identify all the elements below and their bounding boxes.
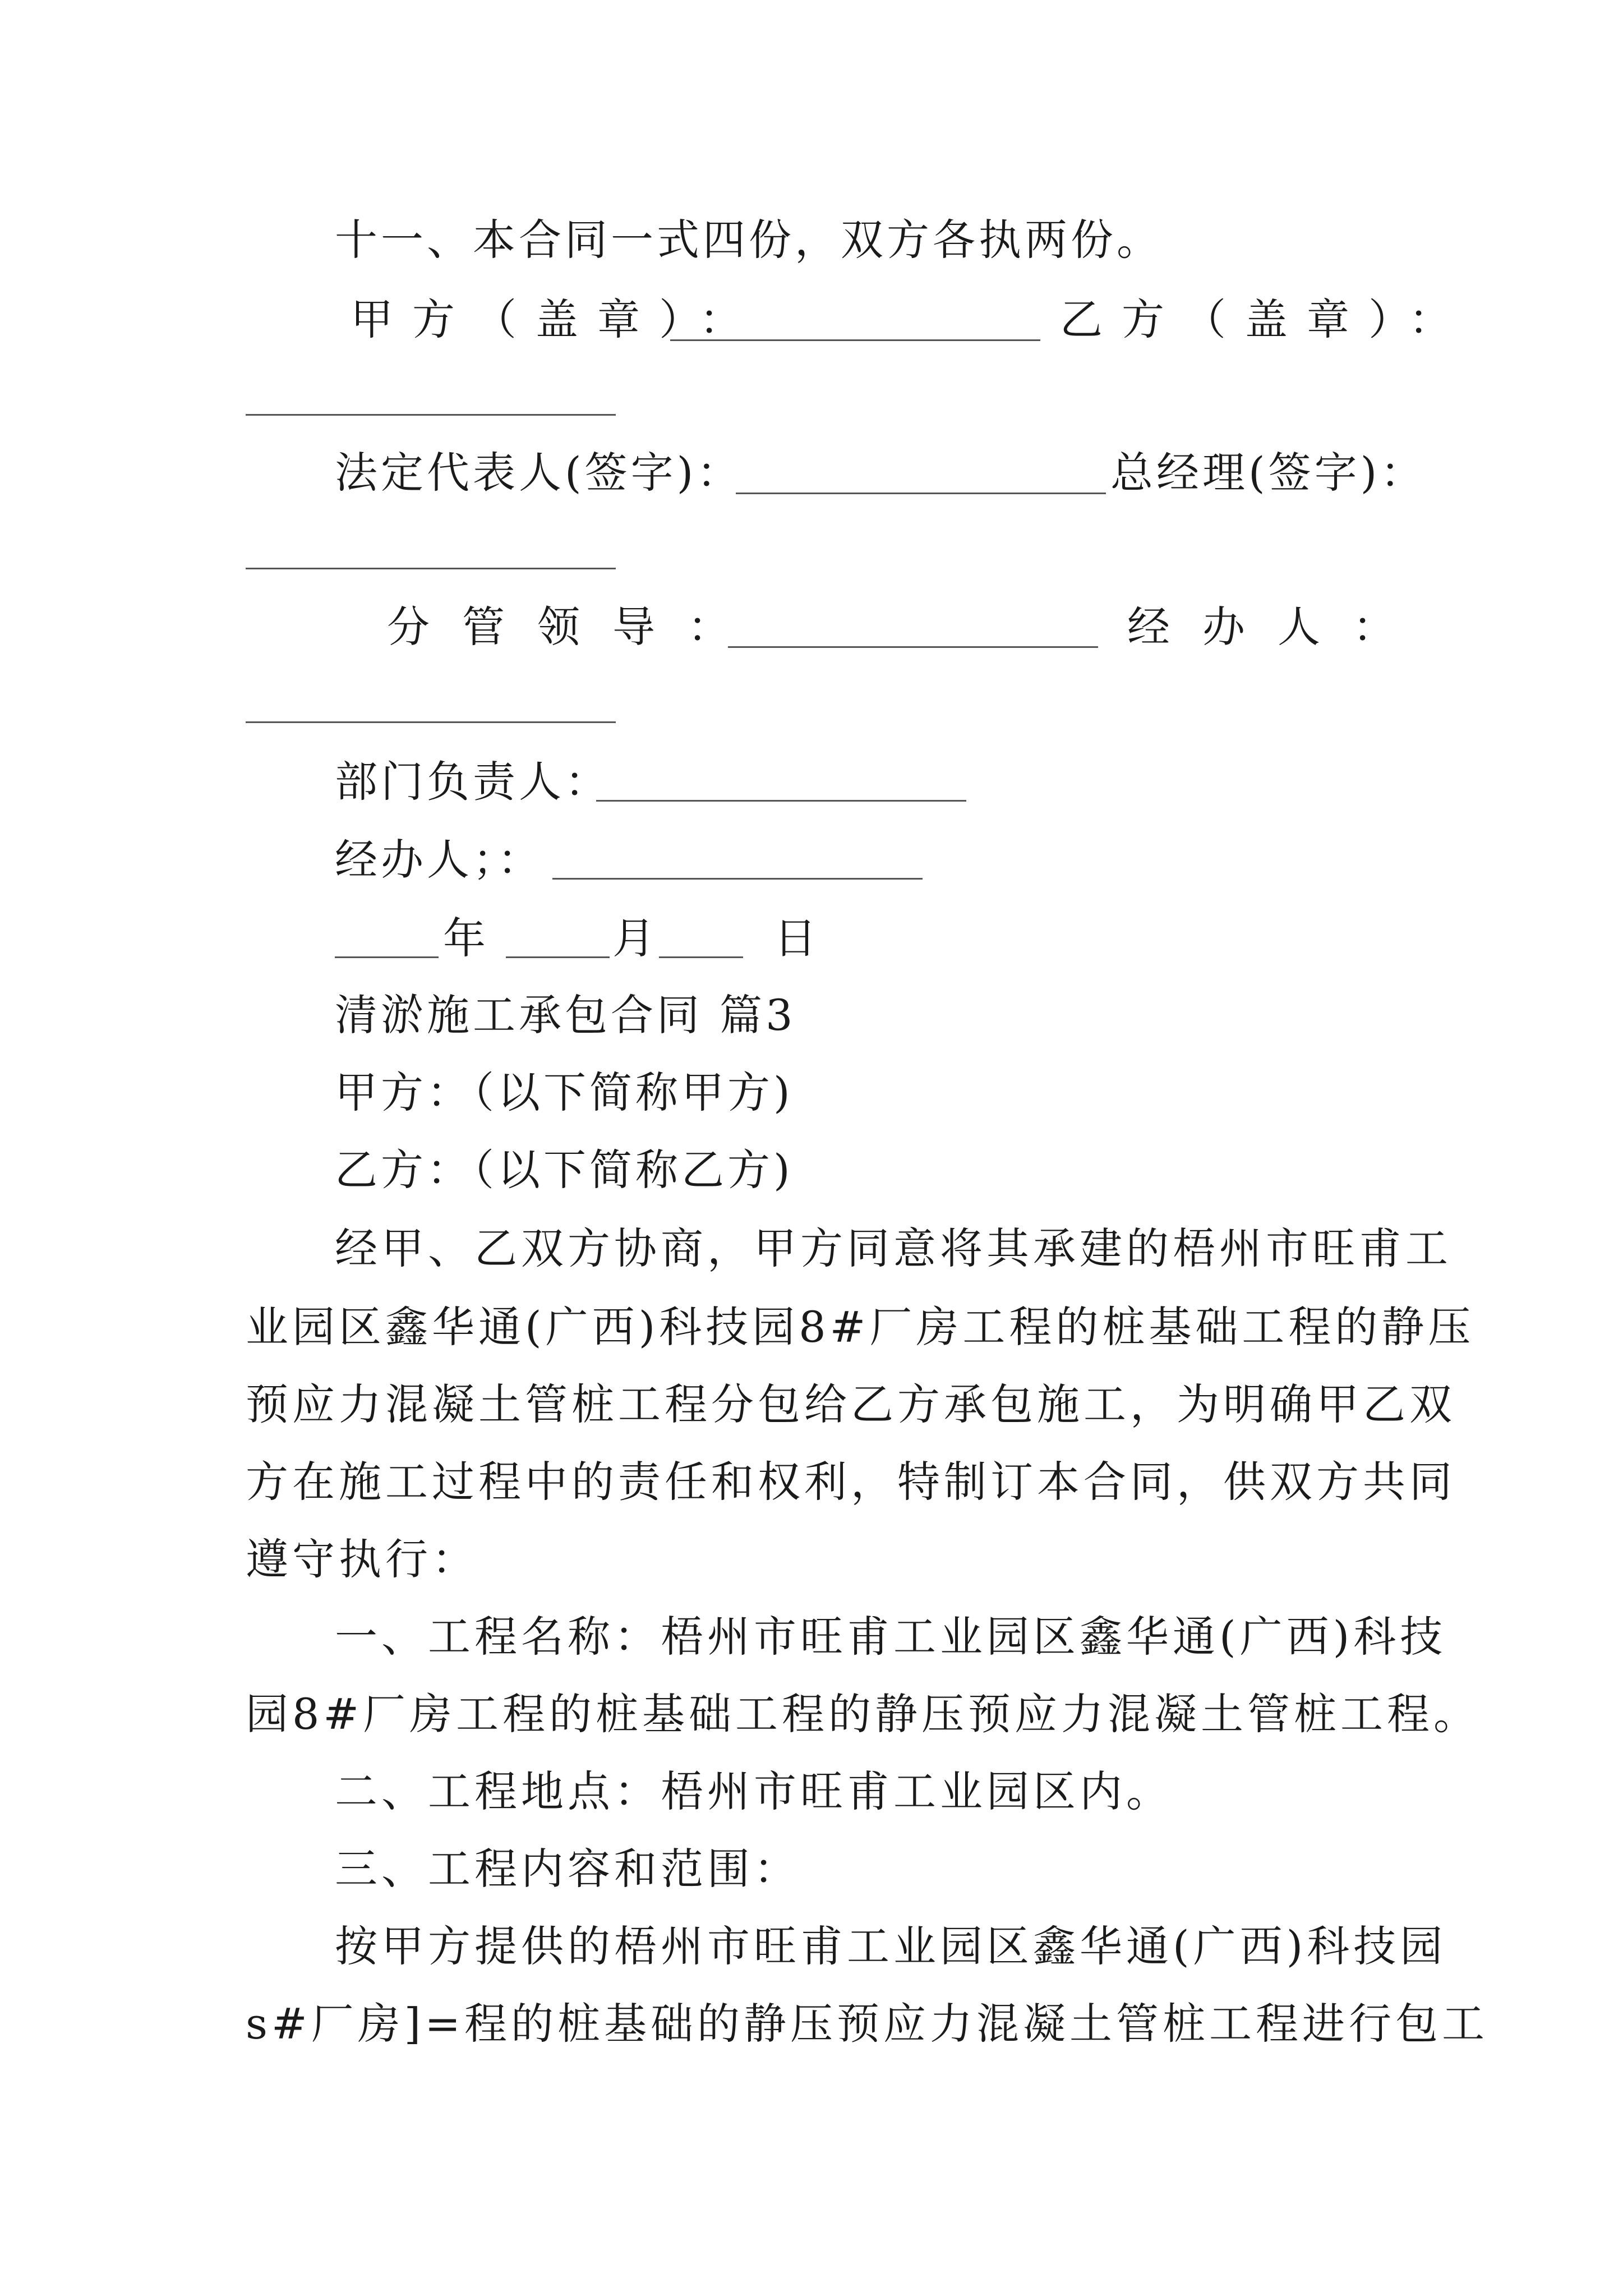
- party-b-seal-label: 乙方（盖章）：: [1060, 295, 1470, 344]
- date-year-blank: [335, 956, 439, 958]
- party-b-line: 乙方：（以下简称乙方): [335, 1145, 794, 1195]
- legal-rep-blank: [736, 493, 1106, 494]
- clause2-line: 二、工程地点：梧州市旺甫工业园区内。: [335, 1766, 1173, 1816]
- date-day-label: 日: [774, 913, 820, 963]
- handler-label: 经办人；：: [335, 835, 543, 885]
- handler-label-right: 经办人：: [1127, 602, 1428, 652]
- date-month-blank: [506, 956, 610, 958]
- party-b-seal-blank: [246, 414, 616, 416]
- party-a-seal-blank: [670, 339, 1040, 341]
- dept-head-label: 部门负责人：: [335, 757, 611, 807]
- copies-clause: 十一、本合同一式四份，双方各执两份。: [335, 215, 1163, 265]
- clause1-line: 一、工程名称：梧州市旺甫工业园区鑫华通(广西)科技: [335, 1612, 1447, 1662]
- clause3-body-line: s#厂房]=程的桩基础的静压预应力混凝土管桩工程进行包工: [246, 1999, 1489, 2049]
- intro-line: 方在施工过程中的责任和权利，特制订本合同，供双方共同: [246, 1457, 1456, 1507]
- date-day-blank: [659, 956, 743, 958]
- date-year-label: 年: [443, 913, 489, 963]
- clause3-heading: 三、工程内容和范围：: [335, 1844, 800, 1894]
- supervisor-label: 分管领导：: [387, 602, 763, 652]
- contract-title: 清淤施工承包合同 篇3: [335, 990, 796, 1040]
- party-a-seal-label: 甲方（盖章）：: [351, 295, 761, 344]
- general-manager-blank: [246, 568, 616, 569]
- clause3-body-line: 按甲方提供的梧州市旺甫工业园区鑫华通(广西)科技园: [335, 1921, 1447, 1971]
- clause1-line: 园8#厂房工程的桩基础工程的静压预应力混凝土管桩工程。: [246, 1689, 1481, 1739]
- legal-rep-label: 法定代表人(签字)：: [335, 448, 743, 498]
- date-month-label: 月: [612, 913, 658, 963]
- handler-blank: [552, 878, 923, 880]
- handler-right-blank: [246, 721, 616, 723]
- supervisor-blank: [728, 646, 1098, 648]
- intro-line: 业园区鑫华通(广西)科技园8#厂房工程的桩基础工程的静压: [246, 1302, 1475, 1352]
- intro-line: 预应力混凝土管桩工程分包给乙方承包施工，为明确甲乙双: [246, 1379, 1456, 1429]
- general-manager-label: 总经理(签字)：: [1110, 448, 1427, 498]
- party-a-line: 甲方：（以下简称甲方): [335, 1068, 794, 1117]
- intro-line: 经甲、乙双方协商，甲方同意将其承建的梧州市旺甫工: [335, 1223, 1452, 1273]
- intro-line: 遵守执行：: [246, 1534, 478, 1584]
- dept-head-blank: [596, 800, 966, 802]
